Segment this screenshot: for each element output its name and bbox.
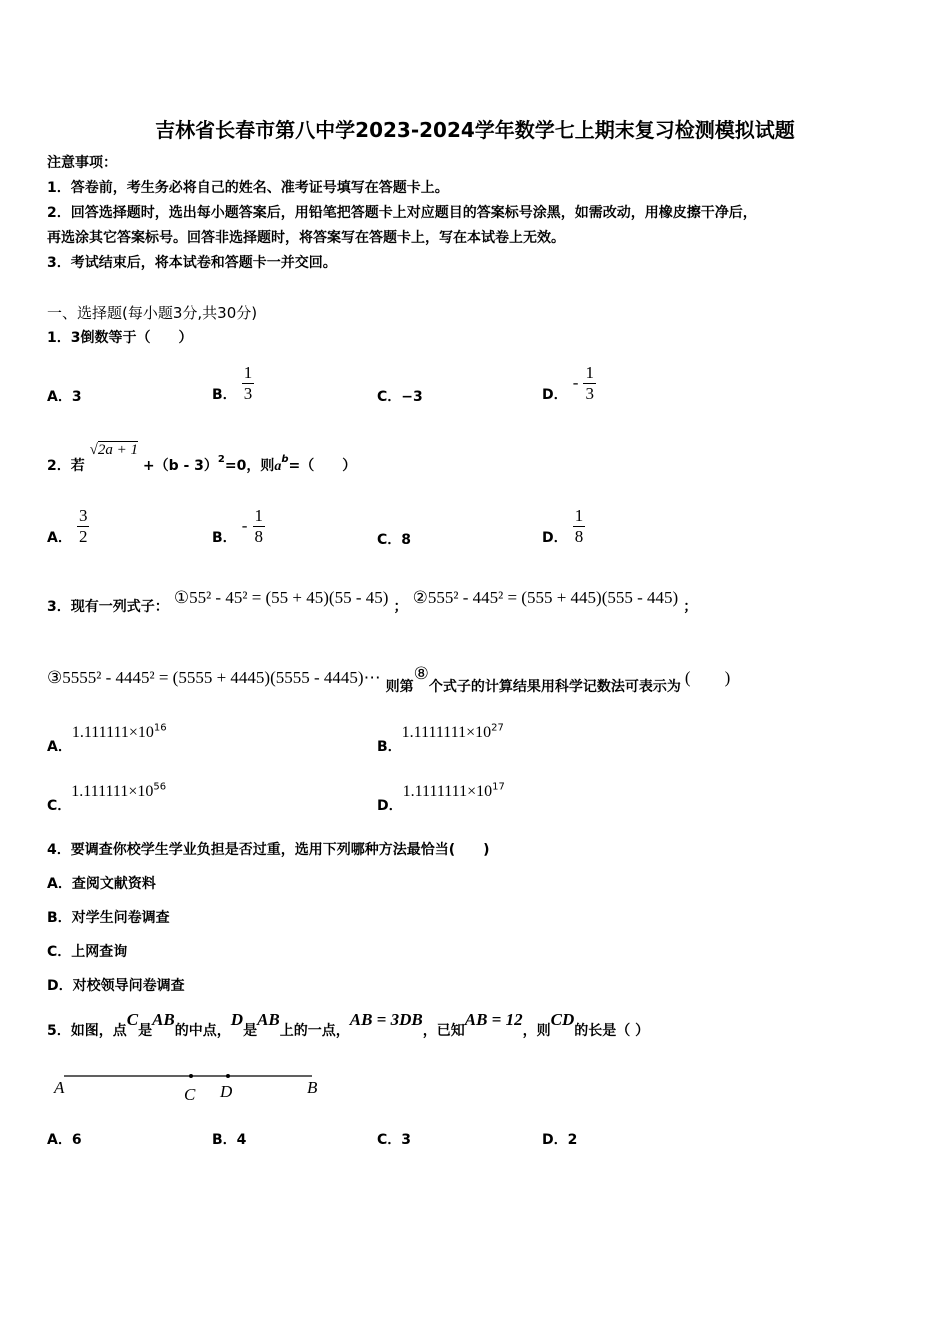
q1-option-d-fraction: $\frac{1}{3}$	[585, 362, 594, 403]
q2-option-b: B． - $\frac{1}{8}$	[212, 505, 264, 546]
q2-option-c: C．8	[377, 532, 412, 548]
q4-stem: 4．要调查你校学生学业负担是否过重，选用下列哪种方法最恰当( )	[47, 842, 490, 858]
q1-option-a: A．3	[47, 389, 82, 405]
q4-option-c: C．上网查询	[47, 944, 128, 960]
q4-option-d: D．对校领导问卷调查	[47, 978, 185, 994]
point-d-dot	[226, 1074, 230, 1078]
q5-option-b: B．4	[212, 1132, 247, 1148]
q3-expression-3: ③5555² - 4445² = (5555 + 4445)(5555 - 4445)⋯	[47, 668, 381, 687]
q2-option-b-fraction: $\frac{1}{8}$	[254, 505, 264, 546]
q5-option-a: A．6	[47, 1132, 82, 1148]
notice-item-2: 2．回答选择题时，选出每小题答案后，用铅笔把答题卡上对应题目的答案标号涂黑，如需改动，用橡皮擦干净后，	[47, 205, 757, 221]
notice-item-1: 1．答卷前，考生务必将自己的姓名、准考证号填写在答题卡上。	[47, 180, 449, 196]
q1-option-d-label: D．	[542, 387, 568, 403]
q3-stem: 3．现有一列式子：	[47, 599, 169, 615]
q3-option-b: B．$1.1111111\times 10^{27}$	[377, 722, 504, 755]
page-title: 吉林省长春市第八中学2023-2024学年数学七上期末复习检测模拟试题	[155, 118, 795, 142]
q3-option-c: C．$1.111111\times 10^{56}$	[47, 781, 167, 814]
q1-option-d	[542, 362, 596, 404]
q2-option-a: A． $\frac{3}{2}$	[47, 505, 88, 546]
q5-stem: 5．如图，点C是AB的中点，D是AB上的一点，AB = 3DB，已知AB = 12，则CD的长是（ ）	[47, 1010, 650, 1039]
q3-circled-8: ⑧	[413, 664, 429, 683]
q3-expression-1: ①55² - 45² = (55 + 45)(55 - 45)	[173, 588, 389, 607]
q2-option-d: D． $\frac{1}{8}$	[542, 505, 584, 546]
q3-line-1: 3．现有一列式子： ①55² - 45² = (55 + 45)(55 - 45) ； ②555² - 445² = (555 + 445)(555 - 445) ；	[47, 588, 698, 615]
label-c: C	[184, 1085, 196, 1104]
label-b: B	[307, 1078, 318, 1097]
q2-option-d-fraction: $\frac{1}{8}$	[574, 505, 584, 546]
q2-option-a-fraction: $\frac{3}{2}$	[78, 505, 88, 546]
q2-radical: √2a + 1	[89, 442, 138, 458]
q1-option-b	[212, 362, 254, 404]
q4-option-a: A．查阅文献资料	[47, 876, 156, 892]
q1-option-b-fraction: $\frac{1}{3}$	[243, 362, 253, 403]
q1-stem: 1．3倒数等于（ ）	[47, 330, 193, 346]
q3-option-d: D．$1.1111111\times 10^{17}$	[377, 781, 505, 814]
q5-option-d: D．2	[542, 1132, 578, 1148]
q3-line-2: ③5555² - 4445² = (5555 + 4445)(5555 - 4445)⋯ 则第⑧个式子的计算结果用科学记数法可表示为 ( )	[47, 664, 731, 695]
notice-heading: 注意事项：	[47, 155, 117, 171]
point-c-dot	[189, 1074, 193, 1078]
label-d: D	[220, 1082, 233, 1101]
q3-expression-2: ②555² - 445² = (555 + 445)(555 - 445)	[412, 588, 679, 607]
q5-option-c: C．3	[377, 1132, 412, 1148]
q3-option-a: A．$1.111111\times 10^{16}$	[47, 722, 167, 755]
notice-item-2-cont: 再选涂其它答案标号。回答非选择题时，将答案写在答题卡上，写在本试卷上无效。	[47, 230, 565, 246]
notice-item-3: 3．考试结束后，将本试卷和答题卡一并交回。	[47, 255, 337, 271]
section-heading: 一、选择题(每小题3分,共30分)	[47, 304, 258, 322]
q4-option-b: B．对学生问卷调查	[47, 910, 170, 926]
q1-option-d-sign: -	[572, 373, 579, 392]
q1-option-c: C．−3	[377, 389, 423, 405]
q1-option-b-label: B．	[212, 387, 237, 403]
q2-stem: 2．若 √2a + 1 +（b - 3）$^2$=0，则$a^b=$（ ）	[47, 442, 357, 474]
label-a: A	[54, 1078, 65, 1097]
q5-segment-figure	[50, 1065, 340, 1105]
